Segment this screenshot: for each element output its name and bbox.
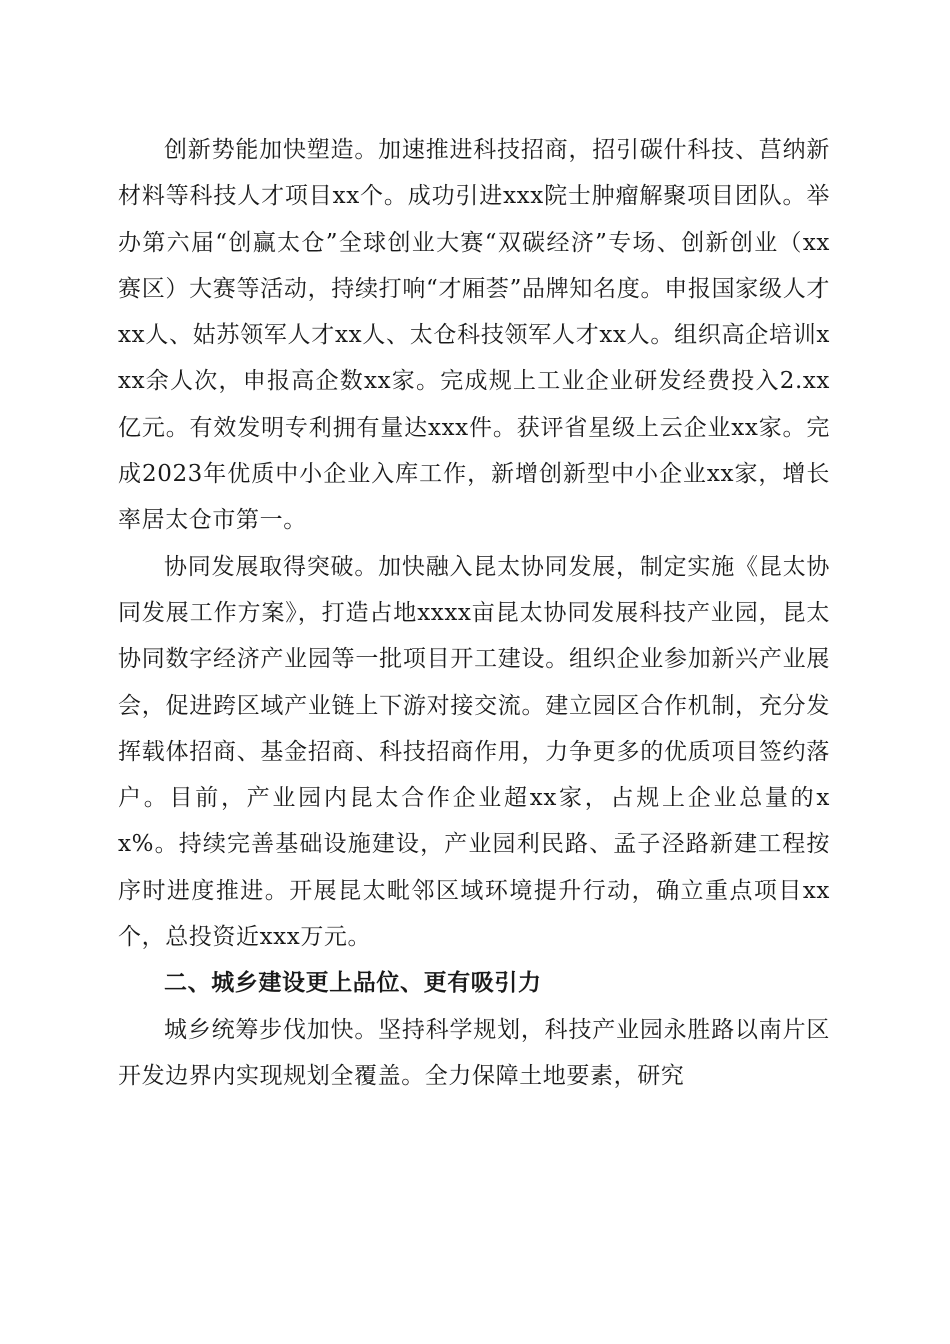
paragraph-coordinated-development: 协同发展取得突破。加快融入昆太协同发展，制定实施《昆太协同发展工作方案》，打造占地xxxx亩昆太协同发展科技产业园，昆太协同数字经济产业园等一批项目开工建设。组织企业参加新兴产业展会，促进跨区域产业链上下游对接交流。建立园区合作机制，充分发挥载体招商、基金招商、科技招商作用，力争更多的优质项目签约落户。目前，产业园内昆太合作企业超xx家，占规上企业总量的xx%。持续完善基础设施建设，产业园利民路、孟子泾路新建工程按序时进度推进。开展昆太毗邻区域环境提升行动，确立重点项目xx个，总投资近xxx万元。: [118, 553, 830, 951]
paragraph-innovation: 创新势能加快塑造。加速推进科技招商，招引碳什科技、莒纳新材料等科技人才项目xx个。成功引进xxx院士肿瘤解聚项目团队。举办第六届“创赢太仓”全球创业大赛“双碳经济”专场、创新创业（xx赛区）大赛等活动，持续打响“才厢荟”品牌知名度。申报国家级人才xx人、姑苏领军人才xx人、太仓科技领军人才xx人。组织高企培训xxx余人次，申报高企数xx家。完成规上工业企业研发经费投入2.xx亿元。有效发明专利拥有量达xxx件。获评省星级上云企业xx家。完成2023年优质中小企业入库工作，新增创新型中小企业xx家，增长率居太仓市第一。: [118, 137, 830, 534]
paragraph-urban-rural-planning: 城乡统筹步伐加快。坚持科学规划，科技产业园永胜路以南片区开发边界内实现规划全覆盖。全力保障土地要素，研究: [118, 1016, 830, 1089]
section-heading-urban-rural: 二、城乡建设更上品位、更有吸引力: [164, 970, 542, 997]
document-body: [118, 127, 830, 1099]
